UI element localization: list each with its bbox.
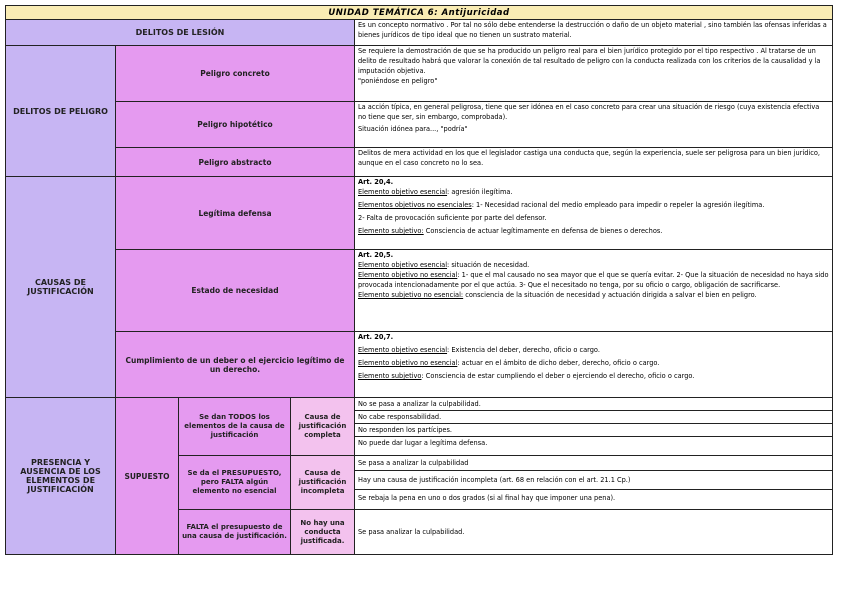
legitima-defensa-text: Art. 20,4. Elemento objetivo esencial: agresión ilegítima. Elementos objetivos no esenciales: 1- Necesidad racional del medio empleado para impedir o repeler la agresión ilegítima. 2- Falta de provocación suficiente por parte del defensor. Elemento subjetivo: Consciencia de actuar legítimamente en defensa de bienes o derechos. bbox=[355, 177, 833, 250]
result-no-justificada-text: Se pasa analizar la culpabilidad. bbox=[355, 510, 833, 555]
peligro-hipotetico-text: La acción típica, en general peligrosa, tiene que ser idónea en el caso concreto para crear una situación de riesgo (cuya existencia efectiva no tiene que ser, sin embargo, comprobada). Situación idónea para..., "podría" bbox=[355, 102, 833, 148]
cumplimiento-deber-text: Art. 20,7. Elemento objetivo esencial: Existencia del deber, derecho, oficio o cargo. Elemento objetivo no esencial: actuar en el ámbito de dicho deber, derecho, oficio o cargo. Elemento subjetivo: Consciencia de estar cumpliendo el deber o ejerciendo el derecho, oficio o cargo. bbox=[355, 332, 833, 398]
cumplimiento-deber-label: Cumplimiento de un deber o el ejercicio legítimo de un derecho. bbox=[116, 332, 355, 398]
case-todos-label: Se dan TODOS los elementos de la causa de justificación bbox=[179, 398, 291, 456]
peligro-concreto-label: Peligro concreto bbox=[116, 46, 355, 102]
page-title: UNIDAD TEMÁTICA 6: Antijuricidad bbox=[6, 6, 833, 20]
document bbox=[5, 5, 832, 555]
causas-label: CAUSAS DE JUSTIFICACIÓN bbox=[6, 177, 116, 398]
peligro-abstracto-text: Delitos de mera actividad en los que el legislador castiga una conducta que, según la experiencia, suele ser peligrosa para un bien jurídico, aunque en el caso concreto no lo sea. bbox=[355, 148, 833, 177]
result-completa-text: No se pasa a analizar la culpabilidad. No cabe responsabilidad. No responden los partícipes. No puede dar lugar a legítima defensa. bbox=[355, 398, 833, 456]
result-no-justificada-label: No hay una conducta justificada. bbox=[291, 510, 355, 555]
result-completa-label: Causa de justificación completa bbox=[291, 398, 355, 456]
peligro-concreto-text: Se requiere la demostración de que se ha producido un peligro real para el bien jurídico protegido por el tipo respectivo . Al tratarse de un delito de resultado habrá que valorar la conexión de tal resultado de peligro con la conducta realizada con los criterios de la causalidad y la imputación objetiva. "poniéndose en peligro" bbox=[355, 46, 833, 102]
peligro-label: DELITOS DE PELIGRO bbox=[6, 46, 116, 177]
antijuricidad-table bbox=[5, 5, 833, 555]
supuesto-label: SUPUESTO bbox=[116, 398, 179, 555]
result-incompleta-text: Se pasa a analizar la culpabilidad Hay una causa de justificación incompleta (art. 68 en relación con el art. 21.1 Cp.) Se rebaja la pena en uno o dos grados (si al final hay que imponer una pena). bbox=[355, 456, 833, 510]
presencia-label: PRESENCIA Y AUSENCIA DE LOS ELEMENTOS DE JUSTIFICACIÓN bbox=[6, 398, 116, 555]
legitima-defensa-label: Legítima defensa bbox=[116, 177, 355, 250]
estado-necesidad-label: Estado de necesidad bbox=[116, 250, 355, 332]
case-presupuesto-label: Se da el PRESUPUESTO, pero FALTA algún elemento no esencial bbox=[179, 456, 291, 510]
peligro-hipotetico-label: Peligro hipotético bbox=[116, 102, 355, 148]
lesion-text: Es un concepto normativo . Por tal no sólo debe entenderse la destrucción o daño de un objeto material , sino también las ofensas inferidas a bienes jurídicos de tipo ideal que no tienen un sustrato material. bbox=[355, 20, 833, 46]
estado-necesidad-text: Art. 20,5. Elemento objetivo esencial: situación de necesidad. Elemento objetivo no esencial: 1- que el mal causado no sea mayor que el que se quería evitar. 2- Que la situación de necesidad no haya sido provocada intencionadamente por el que actúa. 3- Que el necesitado no tenga, por su oficio o cargo, obligación de sacrificarse. Elemento subjetivo no esencial: consciencia de la situación de necesidad y actuación dirigida a salvar el bien en peligro. bbox=[355, 250, 833, 332]
peligro-abstracto-label: Peligro abstracto bbox=[116, 148, 355, 177]
result-incompleta-label: Causa de justificación incompleta bbox=[291, 456, 355, 510]
lesion-label: DELITOS DE LESIÓN bbox=[6, 20, 355, 46]
case-falta-label: FALTA el presupuesto de una causa de justificación. bbox=[179, 510, 291, 555]
